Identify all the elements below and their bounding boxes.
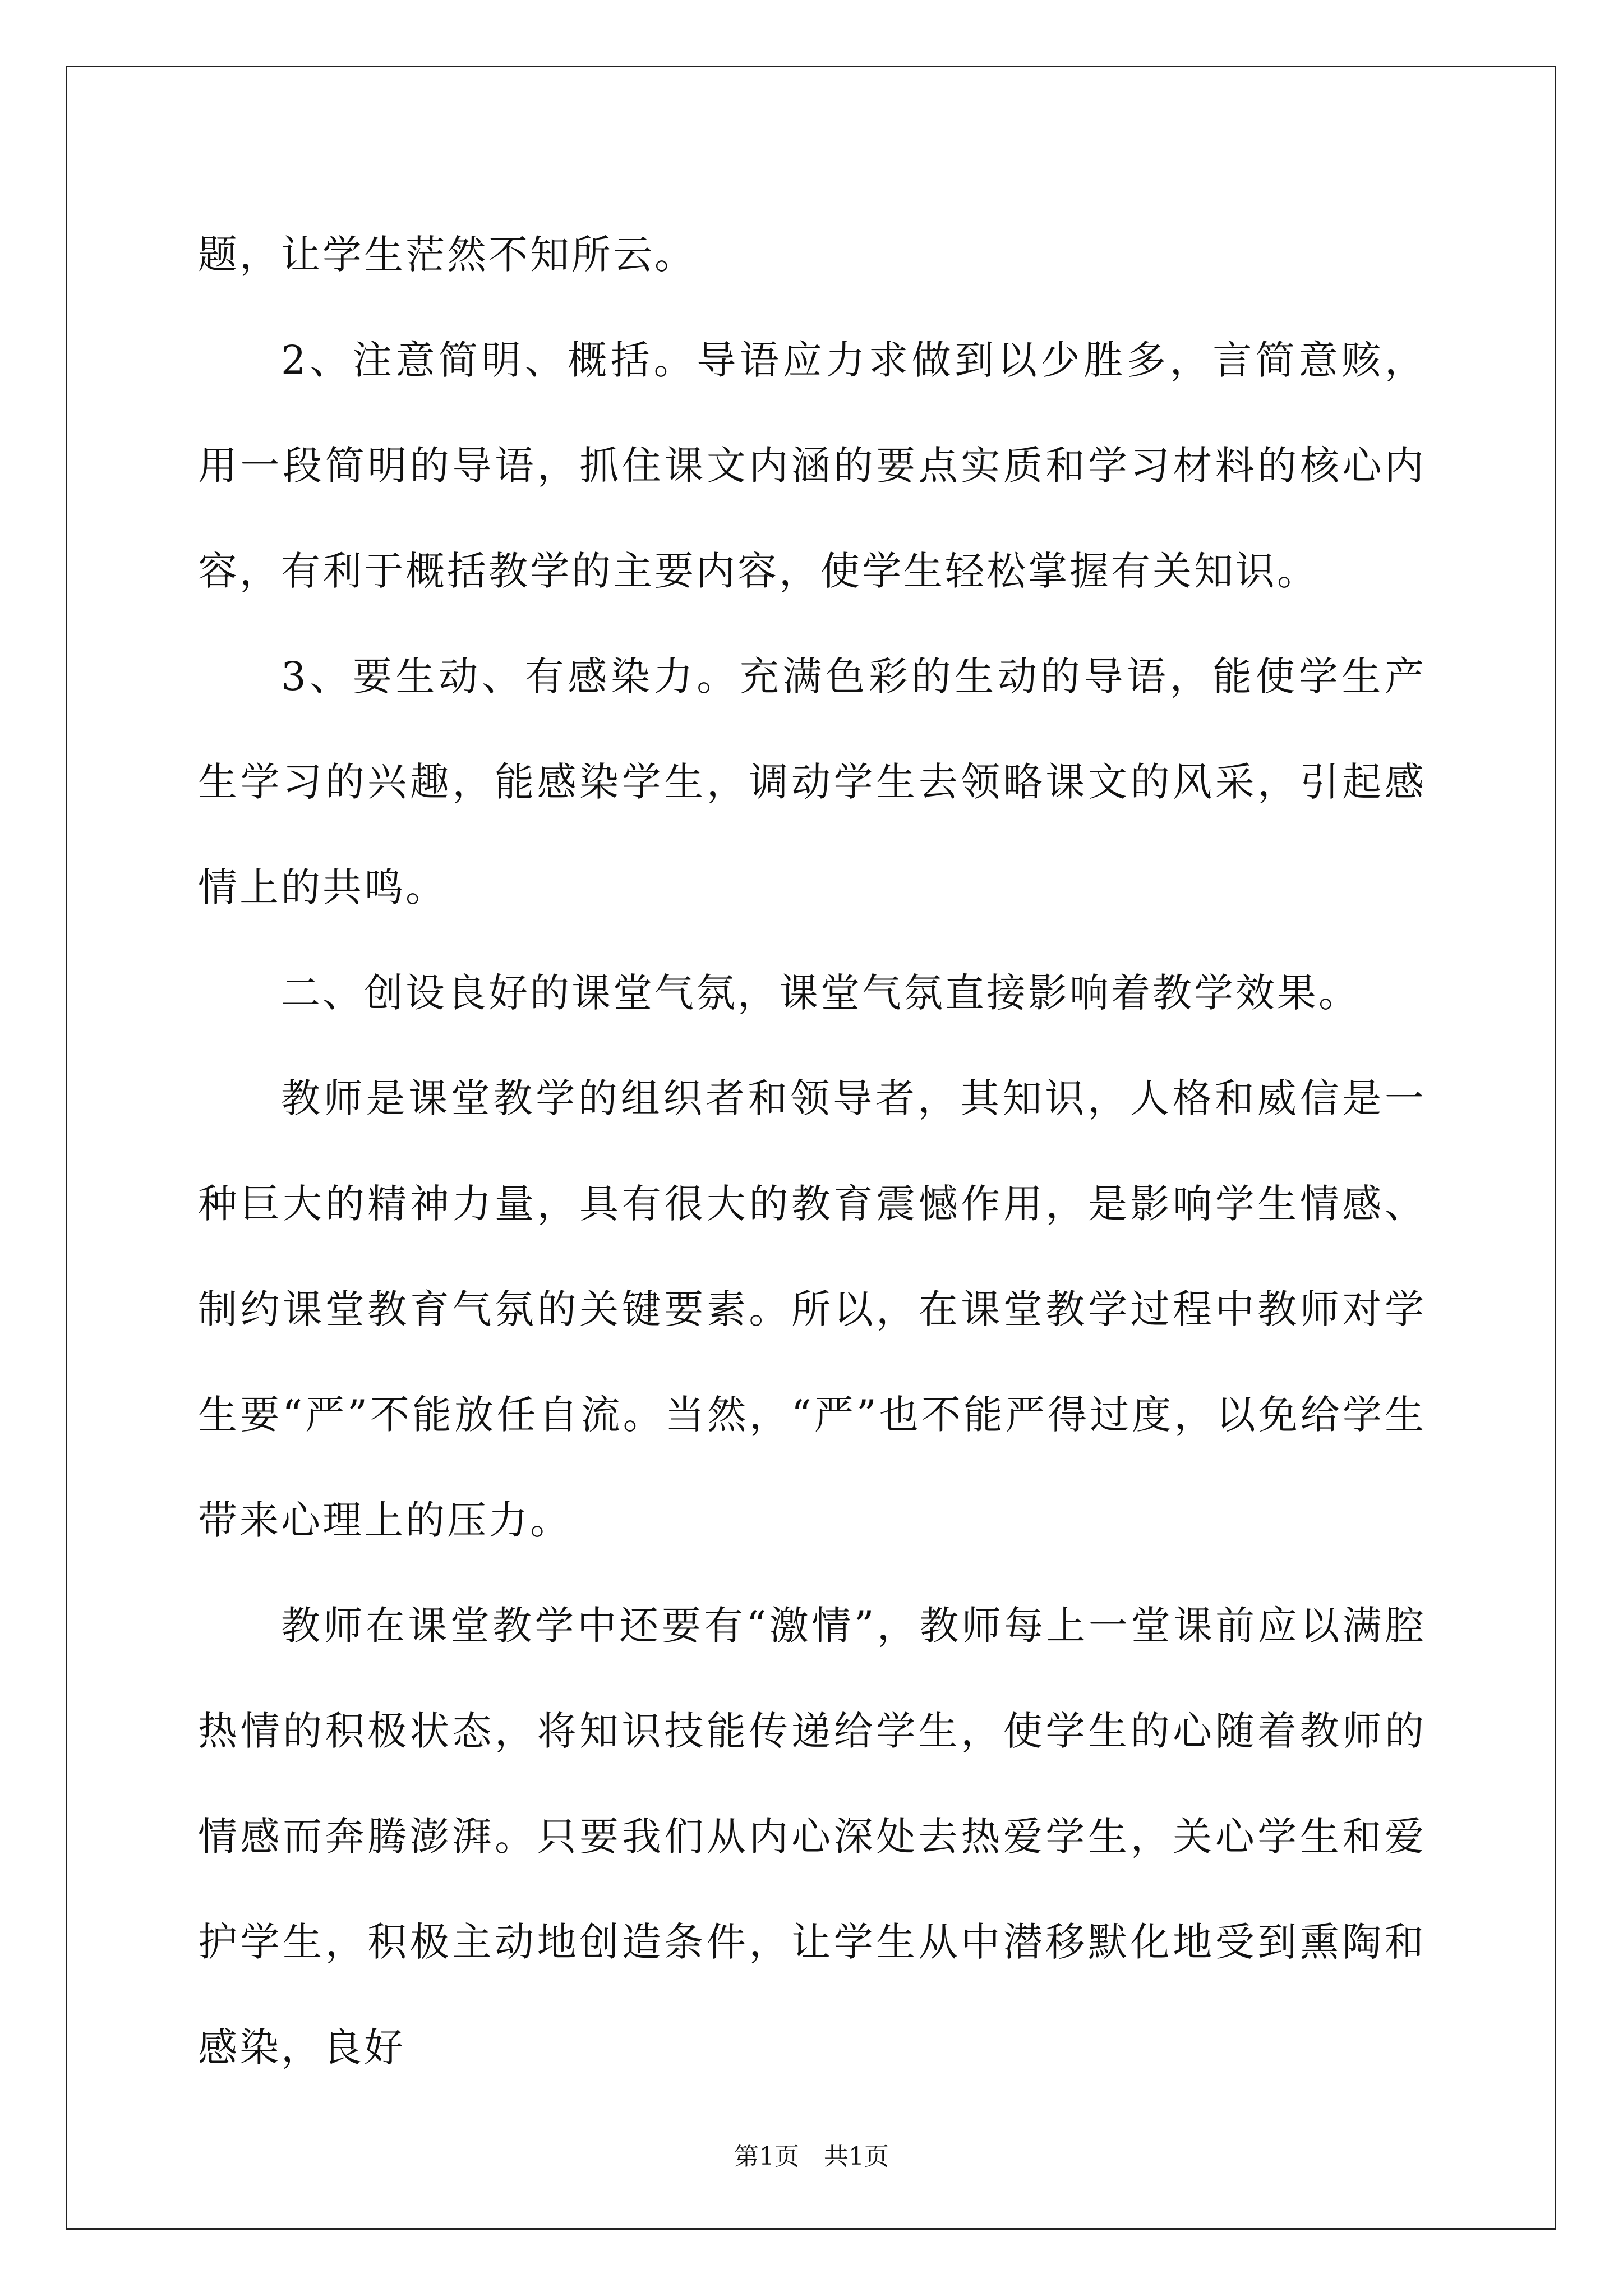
section-heading-2: 二、创设良好的课堂气氛，课堂气氛直接影响着教学效果。 <box>281 970 1360 1016</box>
paragraph-point-2: 2、注意简明、概括。导语应力求做到以少胜多，言简意赅，用一段简明的导语，抓住课文内涵的要点实质和学习材料的核心内容，有利于概括教学的主要内容，使学生轻松掌握有关知识。 <box>198 337 1426 594</box>
paragraph-point-3: 3、要生动、有感染力。充满色彩的生动的导语，能使学生产生学习的兴趣，能感染学生，调动学生去领略课文的风采，引起感情上的共鸣。 <box>198 654 1426 910</box>
paragraph-continuation: 题，让学生茫然不知所云。 <box>198 232 696 278</box>
page-total: 共1页 <box>824 2142 889 2171</box>
paragraph-teacher-passion: 教师在课堂教学中还要有“激情”，教师每上一堂课前应以满腔热情的积极状态，将知识技能传递给学生，使学生的心随着教师的情感而奔腾澎湃。只要我们从内心深处去热爱学生，关心学生和爱护学生，积极主动地创造条件，让学生从中潜移默化地受到熏陶和感染，良好 <box>198 1603 1426 2070</box>
page-number: 第1页 <box>734 2142 799 2171</box>
paragraph-teacher-role: 教师是课堂教学的组织者和领导者，其知识，人格和威信是一种巨大的精神力量，具有很大的教育震憾作用，是影响学生情感、制约课堂教育气氛的关键要素。所以，在课堂教学过程中教师对学生要“严”不能放任自流。当然，“严”也不能严得过度，以免给学生带来心理上的压力。 <box>198 1075 1426 1543</box>
page-footer <box>0 2140 1623 2174</box>
document-body <box>198 202 1426 2100</box>
